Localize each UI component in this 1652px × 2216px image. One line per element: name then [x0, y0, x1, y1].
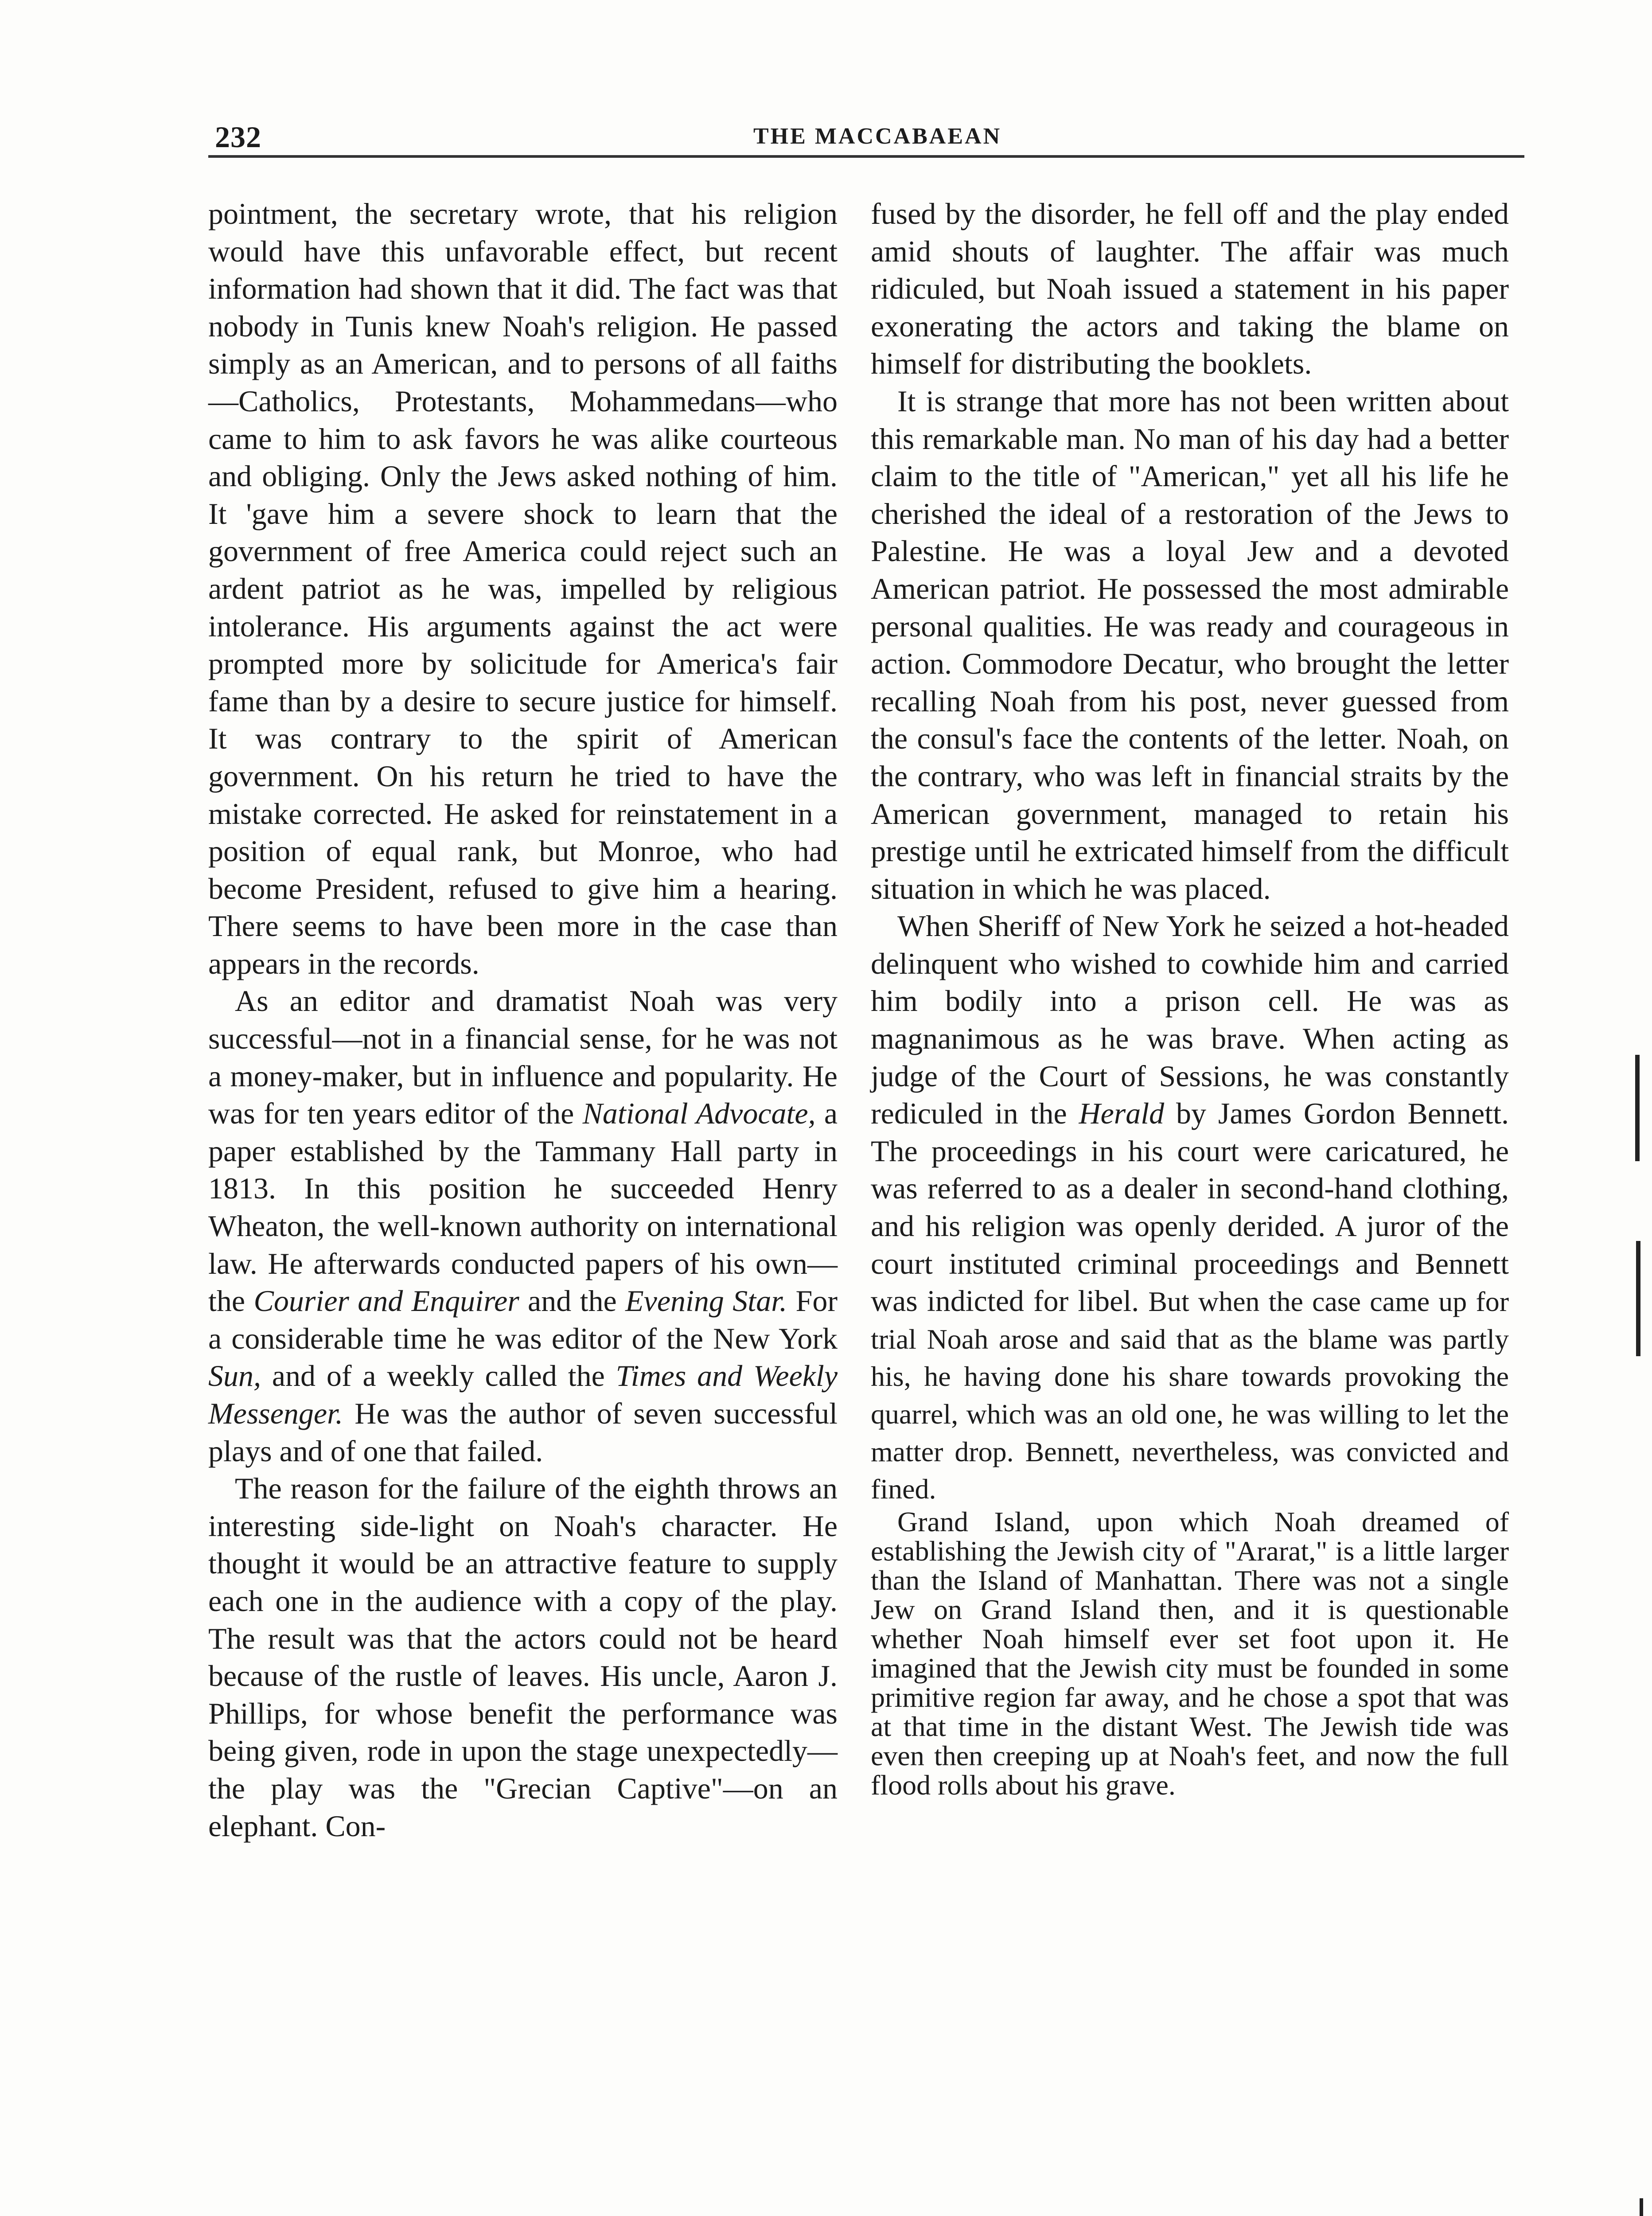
right-paragraph-3: When Sheriff of New York he seized a hot-headed delinquent who wished to cowhide him and carried him bodily into a prison cell. He was as magnanimous as he was brave. When acting as judge of the Court of Sessions, he was constantly rediculed in the Herald by James Gordon Bennett. The proceedings in his court were caricatured, he was referred to as a dealer in second-hand clothing, and his religion was openly derided. A juror of the court instituted criminal proceedings and Bennett was indicted for libel. But when the case came up for trial Noah arose and said that as the blame was partly his, he having done his share towards provoking the quarrel, which was an old one, he was willing to let the matter drop. Bennett, nevertheless, was convicted and fined. [871, 909, 1509, 1505]
scan-edge-mark [1640, 2198, 1643, 2216]
page-number: 232 [215, 120, 261, 154]
left-paragraph-2: As an editor and dramatist Noah was very successful—not in a financial sense, for he was not a money-maker, but in influence and popularity. He was for ten years editor of the National Advocate, a paper established by the Tammany Hall party in 1813. In this position he succeeded Henry Wheaton, the well-known authority on international law. He afterwards conducted papers of his own—the Courier and Enquirer and the Evening Star. For a considerable time he was editor of the New York Sun, and of a weekly called the Times and Weekly Messenger. He was the author of seven successful plays and of one that failed. [208, 984, 838, 1468]
right-column [871, 195, 1509, 1800]
left-column [208, 195, 838, 1845]
running-head: THE MACCABAEAN [753, 124, 1002, 149]
right-paragraph-2: It is strange that more has not been written about this remarkable man. No man of his day had a better claim to the title of "American," yet all his life he cherished the ideal of a restoration of the Jews to Palestine. He was a loyal Jew and a devoted American patriot. He possessed the most admirable personal qualities. He was ready and courageous in action. Commodore Decatur, who brought the letter recalling Noah from his post, never guessed from the consul's face the contents of the letter. Noah, on the contrary, who was left in financial straits by the American government, managed to retain his prestige until he extricated himself from the difficult situation in which he was placed. [871, 384, 1509, 905]
header-rule [208, 155, 1524, 158]
left-paragraph-1: pointment, the secretary wrote, that his religion would have this unfavorable effect, but recent information had shown that it did. The fact was that nobody in Tunis knew Noah's religion. He passed simply as an American, and to persons of all faiths—Catholics, Protestants, Mohammedans—who came to him to ask favors he was alike courteous and obliging. Only the Jews asked nothing of him. It 'gave him a severe shock to learn that the government of free America could reject such an ardent patriot as he was, impelled by religious intolerance. His arguments against the act were prompted more by solicitude for America's fair fame than by a desire to secure justice for himself. It was contrary to the spirit of American government. On his return he tried to have the mistake corrected. He asked for reinstatement in a position of equal rank, but Monroe, who had become President, refused to give him a hearing. There seems to have been more in the case than appears in the records. [208, 197, 838, 980]
right-paragraph-1: fused by the disorder, he fell off and the play ended amid shouts of laughter. The affair was much ridiculed, but Noah issued a statement in his paper exonerating the actors and taking the blame on himself for distributing the booklets. [871, 197, 1509, 381]
right-paragraph-4: Grand Island, upon which Noah dreamed of establishing the Jewish city of "Ararat," is a little larger than the Island of Manhattan. There was not a single Jew on Grand Island then, and it is questionable whether Noah himself ever set foot upon it. He imagined that the Jewish city must be founded in some primitive region far away, and he chose a spot that was at that time in the distant West. The Jewish tide was even then creeping up at Noah's feet, and now the full flood rolls about his grave. [871, 1506, 1509, 1801]
scan-edge-mark [1635, 1055, 1640, 1161]
left-paragraph-3: The reason for the failure of the eighth throws an interesting side-light on Noah's character. He thought it would be an attractive feature to supply each one in the audience with a copy of the play. The result was that the actors could not be heard because of the rustle of leaves. His uncle, Aaron J. Phillips, for whose benefit the performance was being given, rode in upon the stage unexpectedly—the play was the "Grecian Captive"—on an elephant. Con- [208, 1471, 838, 1843]
scan-edge-mark [1636, 1241, 1640, 1356]
